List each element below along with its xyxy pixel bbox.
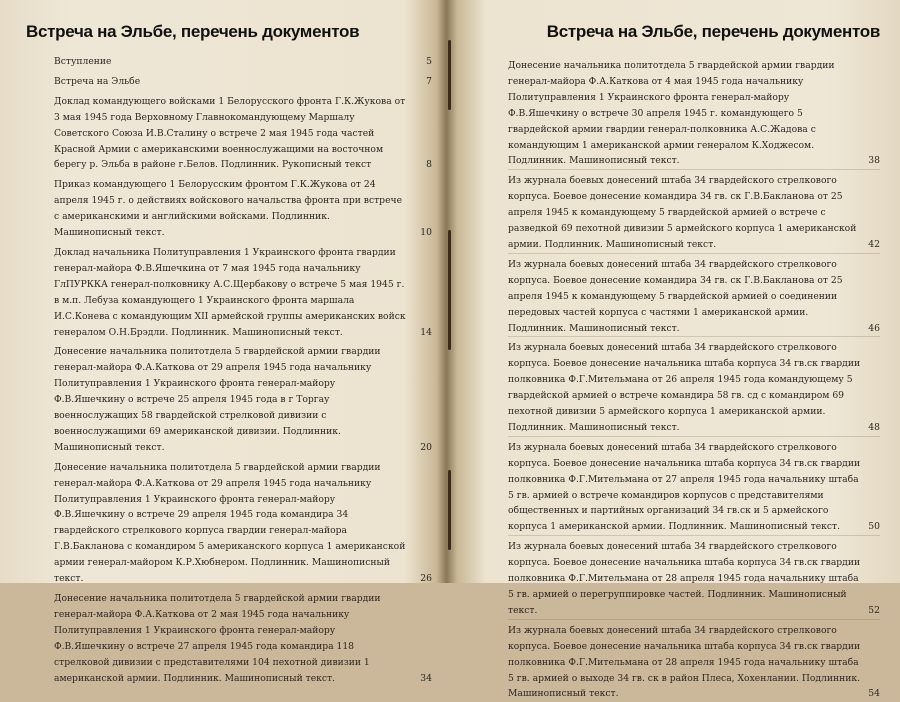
right-page	[466, 0, 900, 700]
toc-entry	[508, 340, 880, 436]
entry-page-number: 54	[868, 688, 880, 700]
entry-text: Встреча на Эльбе	[54, 75, 141, 87]
toc-entry	[508, 58, 880, 170]
toc-entry	[508, 623, 880, 702]
page-title: Встреча на Эльбе, перечень документов	[546, 22, 880, 41]
book-spine	[443, 0, 457, 583]
entry-text: Донесение начальника политотдела 5 гвардейской армии гвардии генерал-майора Ф.А.Каткова от 29 апреля 1945 года начальнику Политуправления 1 Украинского фронта генерал-майору Ф.В.Яшечкину о встрече 25 апреля 1945 года в г Торгау военнослужащих 58 гвардейской стрелковой дивизии с военнослужащими 69 американской дивизии. Подлинник. Машинописный текст.	[54, 346, 381, 453]
entry-text: Вступление	[54, 56, 112, 67]
binding-stitch	[448, 470, 451, 550]
entry-page-number: 7	[426, 75, 432, 87]
toc-entry	[54, 54, 432, 70]
entry-page-number: 48	[868, 421, 880, 433]
toc-entry	[54, 74, 432, 90]
entry-text: Из журнала боевых донесений штаба 34 гвардейского стрелкового корпуса. Боевое донесение начальника штаба корпуса 34 гв.ск гвардии полковника Ф.Г.Мительмана от 28 апреля 1945 года начальнику штаба 5 гв. армией о выходе 34 гв. ск в район Плеса, Хохенлании. Подлинник. Машинописный текст.	[508, 624, 861, 700]
entry-text: Приказ командующего 1 Белорусским фронтом Г.К.Жукова от 24 апреля 1945 г. о действиях войскового начальства фронта при встрече с американскими и английскими войсками. Подлинник. Машинописный текст.	[54, 179, 403, 239]
entry-page-number: 26	[420, 573, 432, 585]
entry-text: Доклад начальника Политуправления 1 Украинского фронта гвардии генерал-майора Ф.В.Яшечкина от 7 мая 1945 года начальнику ГлПУРККА генерал-полковнику А.С.Щербакову о встрече 5 мая 1945 г. в м.п. Лебуза командующего 1 Украинского фронта маршала И.С.Конева с командующим XII армейской группы американских войск генералом О.Н.Брэдли. Подлинник. Машинописный текст.	[54, 246, 406, 338]
binding-stitch	[448, 40, 451, 110]
entry-text: Доклад командующего войсками 1 Белорусского фронта Г.К.Жукова от 3 мая 1945 года Верховному Главнокомандующему Маршалу Советского Союза И.В.Сталину о встрече 2 мая 1945 года частей Красной Армии с американскими военнослужащими на восточном берегу р. Эльба в районе г.Белов. Подлинник. Рукописный текст	[54, 95, 406, 171]
entry-page-number: 50	[868, 521, 880, 533]
entry-page-number: 38	[868, 155, 880, 167]
toc-entry	[54, 460, 432, 587]
entry-page-number: 46	[868, 322, 880, 334]
toc-entry	[54, 245, 432, 340]
entry-page-number: 52	[868, 604, 880, 616]
entry-text: Донесение начальника политотдела 5 гвардейской армии гвардии генерал-майора Ф.А.Каткова от 2 мая 1945 года начальнику Политуправления 1 Украинского фронта генерал-майору Ф.В.Яшечкину о встрече 27 апреля 1945 года командира 118 стрелковой дивизии с представителями 104 пехотной дивизии 1 американской армии. Подлинник. Машинописный текст.	[54, 593, 381, 684]
page-title: Встреча на Эльбе, перечень документов	[26, 22, 360, 41]
entry-page-number: 42	[868, 238, 880, 250]
toc-entry	[508, 539, 880, 620]
toc-entry	[508, 173, 880, 254]
entry-page-number: 14	[420, 326, 432, 338]
toc-entry	[54, 344, 432, 455]
entry-text: Донесение начальника политотдела 5 гвардейской армии гвардии генерал-майора Ф.А.Каткова от 29 апреля 1945 года начальнику Политуправления 1 Украинского фронта генерал-майору Ф.В.Яшечкину о встрече 29 апреля 1945 года командира 34 гвардейского стрелкового корпуса гвардии генерал-майора Г.В.Бакланова с командиром 5 американского корпуса 1 американской армии генерал-майором К.Р.Хюбнером. Подлинник. Машинописный текст.	[54, 461, 406, 585]
toc-entry	[54, 177, 432, 241]
toc-entry	[54, 591, 432, 686]
entry-page-number: 34	[420, 672, 432, 684]
entry-page-number: 8	[426, 159, 432, 171]
entry-page-number: 5	[426, 56, 432, 67]
toc-entry	[508, 257, 880, 338]
entry-text: Из журнала боевых донесений штаба 34 гвардейского стрелкового корпуса. Боевое донесение начальника штаба корпуса 34 гв.ск гвардии полковника Ф.Г.Мительмана от 28 апреля 1945 года начальнику штаба 5 гв. армией о перегруппировке частей. Подлинник. Машинописный текст.	[508, 541, 861, 616]
entry-text: Донесение начальника политотдела 5 гвардейской армии гвардии генерал-майора Ф.А.Каткова от 4 мая 1945 года начальнику Политуправления 1 Украинского фронта генерал-майору Ф.В.Яшечкину о встрече 30 апреля 1945 г. командующего 5 гвардейской армии гвардии генерал-полковника А.С.Жадова с командующим 1 американской армии генералом К.Ходжесом. Подлинник. Машинописный текст.	[508, 60, 835, 167]
entry-text: Из журнала боевых донесений штаба 34 гвардейского стрелкового корпуса. Боевое донесение командира 34 гв. ск Г.В.Бакланова от 25 апреля 1945 к командующему 5 гвардейской армией о соединении передовых частей корпуса с частями 1 американской армии. Подлинник. Машинописный текст.	[508, 258, 843, 334]
entry-page-number: 20	[420, 441, 432, 453]
binding-stitch	[448, 230, 451, 350]
left-page	[0, 0, 440, 684]
entry-text: Из журнала боевых донесений штаба 34 гвардейского стрелкового корпуса. Боевое донесение начальника штаба корпуса 34 гв.ск гвардии полковника Ф.Г.Мительмана от 26 апреля 1945 года командующему 5 гвардейской армией о встрече командира 58 гв. сд с командиром 69 пехотной дивизии 5 армейского корпуса 1 американской армии. Подлинник. Машинописный текст.	[508, 342, 861, 433]
toc-entry	[54, 94, 432, 174]
entry-text: Из журнала боевых донесений штаба 34 гвардейского стрелкового корпуса. Боевое донесение начальника штаба корпуса 34 гв.ск гвардии полковника Ф.Г.Мительмана от 27 апреля 1945 года начальнику штаба 5 гв. армией о встрече командиров корпусов с представителями общественных и партийных организаций 34 гв.ск и 5 армейского корпуса 1 американской армии. Подлинник. Машинописный текст.	[508, 441, 861, 533]
entry-text: Из журнала боевых донесений штаба 34 гвардейского стрелкового корпуса. Боевое донесение командира 34 гв. ск Г.В.Бакланова от 25 апреля 1945 к командующему 5 гвардейской армией о встрече с разведкой 69 пехотной дивизии 5 армейского корпуса 1 американской армии. Подлинник. Машинописный текст.	[508, 175, 857, 250]
entry-page-number: 10	[420, 227, 432, 239]
toc-entry	[508, 440, 880, 536]
